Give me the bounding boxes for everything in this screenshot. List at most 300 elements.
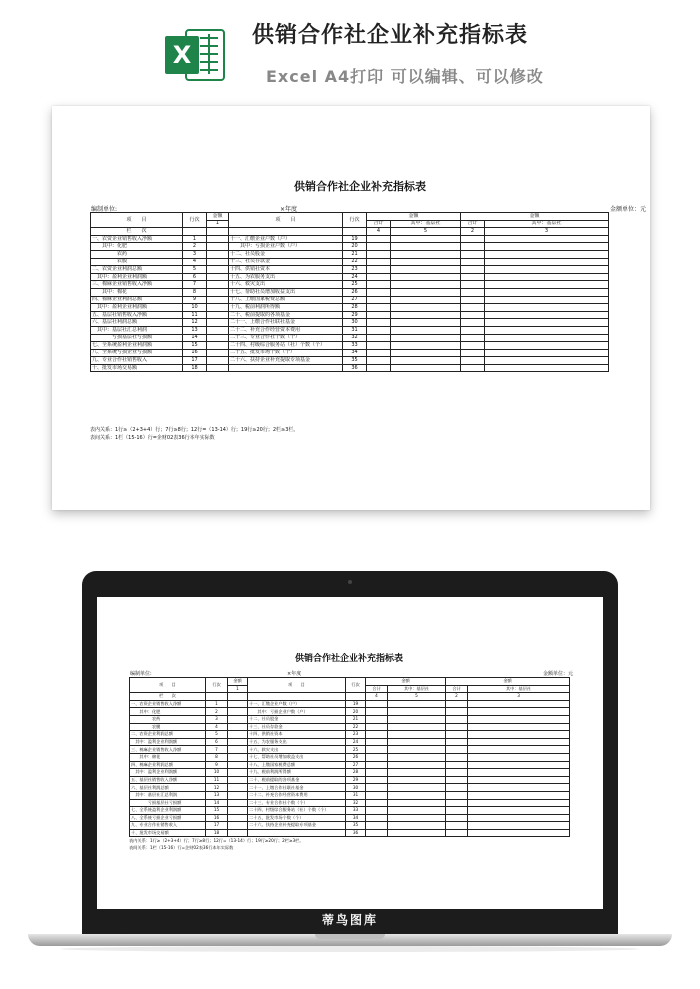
row-number-left: 14 [183, 334, 207, 342]
amount-cell [207, 364, 229, 372]
amount-cell-copy [366, 807, 388, 815]
row-label-left-copy: 农药 [130, 715, 206, 723]
amount-cell [391, 326, 461, 334]
table-row [91, 243, 609, 251]
laptop-screen [97, 597, 603, 909]
amount-cell-copy [366, 731, 388, 739]
row-number-left: 17 [183, 357, 207, 365]
row-number-left: 9 [183, 296, 207, 304]
table-row [91, 364, 609, 372]
amount-cell-copy [446, 753, 468, 761]
col-amount-group-2-copy: 金额 [446, 678, 570, 686]
row-label-right: 十八、上缴国家税费总额 [229, 296, 343, 304]
amount-cell [461, 357, 485, 365]
row-number-left: 10 [183, 304, 207, 312]
row-label-right-copy: 十三、社员存款金 [248, 723, 346, 731]
row-label-right: 二十五、批发市场个数（个） [229, 349, 343, 357]
col-row-right-copy: 行次 [346, 678, 366, 693]
row-number-left-copy: 5 [206, 731, 228, 739]
table-row-copy [130, 700, 570, 708]
table-row [91, 311, 609, 319]
amount-cell-copy [388, 753, 446, 761]
amount-cell-copy [228, 746, 248, 754]
row-number-right: 28 [343, 304, 367, 312]
row-label-right-copy: 十一、汇缴企业户数（户） [248, 700, 346, 708]
col-grassroots-1: 其中：基层社 [391, 220, 461, 228]
row-number-left-copy: 3 [206, 715, 228, 723]
col-num-5-copy: 5 [388, 693, 446, 701]
amount-cell [391, 250, 461, 258]
col-amount: 金额 [207, 213, 229, 221]
amount-cell-copy [366, 753, 388, 761]
row-label-right-copy: 二十、税前提取的各项基金 [248, 776, 346, 784]
amount-cell-copy [228, 731, 248, 739]
header-row-3 [91, 228, 609, 236]
row-label-right-copy: 其中：亏损企业户数（户） [248, 708, 346, 716]
amount-cell [485, 326, 609, 334]
row-label-right-copy: 二十二、补充合作经营资本费用 [248, 791, 346, 799]
row-number-right: 34 [343, 349, 367, 357]
row-number-left-copy: 7 [206, 746, 228, 754]
amount-cell-copy [468, 700, 570, 708]
amount-cell-copy [446, 723, 468, 731]
row-number-left: 15 [183, 342, 207, 350]
amount-cell-copy [228, 822, 248, 830]
amount-cell [207, 326, 229, 334]
laptop-camera [348, 580, 352, 584]
amount-cell [207, 281, 229, 289]
report-table-copy [129, 677, 570, 837]
amount-cell-copy [388, 723, 446, 731]
amount-cell-copy [468, 761, 570, 769]
amount-cell-copy [388, 738, 446, 746]
amount-cell-copy [468, 738, 570, 746]
amount-cell [461, 250, 485, 258]
col-item-right-copy: 项 目 [248, 678, 346, 693]
amount-cell [391, 281, 461, 289]
row-number-right: 27 [343, 296, 367, 304]
row-label-right: 十三、社员存款金 [229, 258, 343, 266]
unit-label-copy: 金额单位：元 [542, 671, 573, 677]
row-label-right-copy [248, 829, 346, 837]
row-number-right: 26 [343, 288, 367, 296]
col-num-1-copy: 1 [228, 685, 248, 693]
table-row [91, 296, 609, 304]
amount-cell-copy [228, 784, 248, 792]
row-number-right: 24 [343, 273, 367, 281]
amount-cell-copy [468, 791, 570, 799]
amount-cell [367, 296, 391, 304]
col-total-2-copy: 合计 [446, 685, 468, 693]
row-label-left-copy: 二、农资企业利润总额 [130, 731, 206, 739]
row-label-right-copy: 十八、上缴国家税费总额 [248, 761, 346, 769]
amount-cell [391, 304, 461, 312]
row-number-left: 18 [183, 364, 207, 372]
table-row-copy [130, 738, 570, 746]
amount-cell [485, 349, 609, 357]
row-label-left: 农药 [91, 250, 183, 258]
amount-cell-copy [366, 746, 388, 754]
note-external-copy: 表间关系：1栏（15-16）行=企财02表36行本年实际数 [129, 845, 234, 850]
row-label-right: 十六、救灾支出 [229, 281, 343, 289]
table-row [91, 258, 609, 266]
amount-cell [391, 334, 461, 342]
amount-cell [485, 258, 609, 266]
amount-cell [461, 349, 485, 357]
col-num-1: 1 [207, 220, 229, 228]
amount-cell-copy [468, 746, 570, 754]
document-preview [52, 106, 650, 510]
table-notes [90, 426, 298, 442]
blank-cell [183, 228, 207, 236]
row-number-left-copy: 9 [206, 761, 228, 769]
row-label-left: 七、全系统盈利企业利润额 [91, 342, 183, 350]
amount-cell [485, 342, 609, 350]
col-letter-row: 栏 次 [91, 228, 183, 236]
row-number-right-copy: 27 [346, 761, 366, 769]
amount-cell [367, 319, 391, 327]
amount-cell [391, 288, 461, 296]
amount-cell-copy [388, 829, 446, 837]
row-label-left: 一、农资企业销售收入净额 [91, 235, 183, 243]
amount-cell [207, 349, 229, 357]
amount-cell [391, 266, 461, 274]
row-label-right: 十五、为农服务支出 [229, 273, 343, 281]
amount-cell-copy [468, 731, 570, 739]
row-number-left-copy: 14 [206, 799, 228, 807]
amount-cell [485, 357, 609, 365]
row-number-left-copy: 4 [206, 723, 228, 731]
amount-cell-copy [446, 814, 468, 822]
amount-cell [207, 296, 229, 304]
col-num-3: 3 [485, 228, 609, 236]
table-row-copy [130, 761, 570, 769]
col-item: 项 目 [91, 213, 183, 228]
amount-cell-copy [446, 822, 468, 830]
amount-cell [207, 357, 229, 365]
col-num-2-copy: 2 [446, 693, 468, 701]
row-label-right: 二十、税前提取的各项基金 [229, 311, 343, 319]
col-row: 行次 [183, 213, 207, 228]
amount-cell [367, 326, 391, 334]
amount-cell [367, 288, 391, 296]
row-label-left: 其中：盈利企业利润额 [91, 304, 183, 312]
blank-cell-copy [206, 693, 228, 701]
table-row [91, 319, 609, 327]
amount-cell-copy [388, 822, 446, 830]
row-label-left: 十、批发市场交易额 [91, 364, 183, 372]
row-label-left: 其中：盈利企业利润额 [91, 273, 183, 281]
amount-cell [391, 273, 461, 281]
row-label-right: 十七、帮助社员增加收益支出 [229, 288, 343, 296]
amount-cell-copy [366, 708, 388, 716]
amount-cell [207, 288, 229, 296]
row-label-left-copy: 农膜 [130, 723, 206, 731]
blank-cell [343, 228, 367, 236]
amount-cell [485, 273, 609, 281]
row-label-left-copy: 八、全系统亏损企业亏损额 [130, 814, 206, 822]
amount-cell-copy [446, 731, 468, 739]
document-title-copy: 供销合作社企业补充指标表 [294, 654, 403, 664]
table-row-copy [130, 829, 570, 837]
amount-cell-copy [468, 776, 570, 784]
amount-cell-copy [228, 791, 248, 799]
row-label-left: 三、棉麻企业销售收入净额 [91, 281, 183, 289]
row-number-left-copy: 15 [206, 807, 228, 815]
amount-cell [391, 349, 461, 357]
row-number-left: 12 [183, 319, 207, 327]
row-label-left-copy: 五、基层社销售收入净额 [130, 776, 206, 784]
row-label-left-copy: 一、农资企业销售收入净额 [130, 700, 206, 708]
amount-cell [391, 258, 461, 266]
amount-cell-copy [366, 700, 388, 708]
amount-cell [367, 364, 391, 372]
row-number-right-copy: 22 [346, 723, 366, 731]
row-number-right: 36 [343, 364, 367, 372]
row-label-right: 二十一、上缴合作社联社基金 [229, 319, 343, 327]
amount-cell-copy [388, 799, 446, 807]
row-number-right: 20 [343, 243, 367, 251]
blank-cell-copy [228, 693, 248, 701]
table-row [91, 235, 609, 243]
amount-cell [461, 296, 485, 304]
row-number-left: 4 [183, 258, 207, 266]
table-row [91, 273, 609, 281]
amount-cell [367, 235, 391, 243]
amount-cell [367, 342, 391, 350]
row-number-right-copy: 29 [346, 776, 366, 784]
amount-cell [461, 319, 485, 327]
row-label-right: 二十三、专业合作社个数（个） [229, 334, 343, 342]
col-num-4: 4 [367, 228, 391, 236]
row-label-right: 十一、汇缴企业户数（户） [229, 235, 343, 243]
amount-cell [367, 250, 391, 258]
row-number-left-copy: 18 [206, 829, 228, 837]
col-amount-group-1: 金额 [367, 213, 461, 221]
amount-cell-copy [228, 776, 248, 784]
col-total-1-copy: 合计 [366, 685, 388, 693]
amount-cell-copy [366, 769, 388, 777]
amount-cell-copy [388, 700, 446, 708]
amount-cell [461, 288, 485, 296]
row-label-left: 四、棉麻企业利润总额 [91, 296, 183, 304]
table-row-copy [130, 784, 570, 792]
row-number-left-copy: 17 [206, 822, 228, 830]
amount-cell [461, 273, 485, 281]
table-row [91, 326, 609, 334]
amount-cell [461, 243, 485, 251]
note-internal: 表内关系：1行≥（2+3+4）行；7行≥8行；12行=（13-14）行；19行≥20行；2栏≥3栏。 [90, 427, 299, 433]
row-number-left: 3 [183, 250, 207, 258]
row-number-right: 23 [343, 266, 367, 274]
amount-cell-copy [366, 791, 388, 799]
col-amount-group-2: 金额 [461, 213, 609, 221]
blank-cell-copy [248, 693, 346, 701]
col-amount-group-1-copy: 金额 [366, 678, 446, 686]
amount-cell-copy [446, 715, 468, 723]
table-row-copy [130, 753, 570, 761]
row-number-left-copy: 10 [206, 769, 228, 777]
table-row [91, 334, 609, 342]
row-number-right: 25 [343, 281, 367, 289]
row-number-left-copy: 11 [206, 776, 228, 784]
amount-cell [367, 266, 391, 274]
amount-cell [391, 243, 461, 251]
amount-cell-copy [468, 807, 570, 815]
table-row-copy [130, 731, 570, 739]
row-number-left-copy: 12 [206, 784, 228, 792]
amount-cell [461, 326, 485, 334]
amount-cell [207, 334, 229, 342]
row-number-left: 16 [183, 349, 207, 357]
row-number-left: 11 [183, 311, 207, 319]
row-number-left: 8 [183, 288, 207, 296]
amount-cell-copy [446, 700, 468, 708]
table-row-copy [130, 715, 570, 723]
report-table [90, 212, 609, 372]
col-num-5: 5 [391, 228, 461, 236]
amount-cell-copy [366, 761, 388, 769]
amount-cell-copy [366, 799, 388, 807]
amount-cell [485, 364, 609, 372]
col-total-1: 合计 [367, 220, 391, 228]
row-label-right: 二十六、扶持企业补充提取专项基金 [229, 357, 343, 365]
amount-cell-copy [468, 829, 570, 837]
col-grassroots-2-copy: 其中：基层社 [468, 685, 570, 693]
table-row [91, 281, 609, 289]
row-number-left: 13 [183, 326, 207, 334]
row-label-left: 农膜 [91, 258, 183, 266]
table-row-copy [130, 746, 570, 754]
amount-cell-copy [446, 761, 468, 769]
row-label-left: 其中：棉花 [91, 288, 183, 296]
table-row-copy [130, 791, 570, 799]
row-label-right-copy: 十九、税前利润所得额 [248, 769, 346, 777]
row-number-left: 5 [183, 266, 207, 274]
row-number-right-copy: 21 [346, 715, 366, 723]
laptop-shadow [60, 946, 640, 952]
col-num-3-copy: 3 [468, 693, 570, 701]
amount-cell [485, 319, 609, 327]
excel-icon [162, 22, 228, 88]
amount-cell-copy [366, 738, 388, 746]
amount-cell [391, 311, 461, 319]
row-number-left-copy: 1 [206, 700, 228, 708]
row-label-left-copy: 其中：基层社汇总利润 [130, 791, 206, 799]
amount-cell [367, 357, 391, 365]
row-number-right: 29 [343, 311, 367, 319]
amount-cell [485, 296, 609, 304]
amount-cell [485, 311, 609, 319]
amount-cell-copy [388, 807, 446, 815]
row-number-right: 31 [343, 326, 367, 334]
col-total-2: 合计 [461, 220, 485, 228]
amount-cell-copy [446, 791, 468, 799]
excel-icon-letter: X [172, 41, 192, 69]
table-row-copy [130, 814, 570, 822]
amount-cell [207, 235, 229, 243]
amount-cell [207, 243, 229, 251]
amount-cell [391, 342, 461, 350]
amount-cell-copy [388, 761, 446, 769]
row-label-right: 十四、供销社资本 [229, 266, 343, 274]
row-label-right: 其中：亏损企业户数（户） [229, 243, 343, 251]
amount-cell-copy [228, 807, 248, 815]
amount-cell-copy [388, 769, 446, 777]
amount-cell-copy [388, 791, 446, 799]
row-label-right-copy: 二十三、专业合作社个数（个） [248, 799, 346, 807]
amount-cell-copy [228, 715, 248, 723]
table-row [91, 288, 609, 296]
amount-cell [461, 304, 485, 312]
amount-cell [461, 258, 485, 266]
amount-cell-copy [446, 746, 468, 754]
amount-cell [207, 304, 229, 312]
row-label-left-copy: 四、棉麻企业利润总额 [130, 761, 206, 769]
col-grassroots-2: 其中：基层社 [485, 220, 609, 228]
amount-cell [367, 311, 391, 319]
row-label-right-copy: 二十一、上缴合作社联社基金 [248, 784, 346, 792]
amount-cell [461, 342, 485, 350]
amount-cell [207, 258, 229, 266]
amount-cell-copy [468, 769, 570, 777]
brand-label: 蒂鸟图库 [321, 913, 378, 927]
laptop-notch [315, 934, 385, 939]
amount-cell [461, 311, 485, 319]
row-number-right-copy: 20 [346, 708, 366, 716]
amount-cell [391, 364, 461, 372]
amount-cell-copy [228, 769, 248, 777]
amount-cell [207, 250, 229, 258]
row-number-right-copy: 33 [346, 807, 366, 815]
row-label-left-copy: 三、棉麻企业销售收入净额 [130, 746, 206, 754]
row-label-left: 五、基层社销售收入净额 [91, 311, 183, 319]
amount-cell [367, 258, 391, 266]
row-number-left: 2 [183, 243, 207, 251]
row-label-right: 二十二、补充合作经营资本费用 [229, 326, 343, 334]
row-number-right: 21 [343, 250, 367, 258]
amount-cell [461, 364, 485, 372]
col-row-right: 行次 [343, 213, 367, 228]
amount-cell-copy [366, 822, 388, 830]
table-row-copy [130, 799, 570, 807]
row-number-left: 7 [183, 281, 207, 289]
amount-cell [367, 273, 391, 281]
row-label-left: 其中：化肥 [91, 243, 183, 251]
amount-cell [207, 266, 229, 274]
col-item-right: 项 目 [229, 213, 343, 228]
row-label-right: 十二、社员股金 [229, 250, 343, 258]
amount-cell [391, 357, 461, 365]
amount-cell-copy [228, 814, 248, 822]
row-number-left-copy: 16 [206, 814, 228, 822]
row-number-left: 6 [183, 273, 207, 281]
col-row-copy: 行次 [206, 678, 228, 693]
row-label-left: 六、基层社利润总额 [91, 319, 183, 327]
amount-cell-copy [228, 700, 248, 708]
row-number-left-copy: 8 [206, 753, 228, 761]
row-label-left: 亏损基层社亏损额 [91, 334, 183, 342]
amount-cell [207, 342, 229, 350]
amount-cell-copy [366, 814, 388, 822]
row-label-right-copy: 十七、帮助社员增加收益支出 [248, 753, 346, 761]
amount-cell-copy [468, 799, 570, 807]
col-amount-copy: 金额 [228, 678, 248, 686]
amount-cell-copy [446, 776, 468, 784]
row-label-left-copy: 七、全系统盈利企业利润额 [130, 807, 206, 815]
col-num-4-copy: 4 [366, 693, 388, 701]
row-label-right: 二十四、村级综合服务站（社）个数（个） [229, 342, 343, 350]
